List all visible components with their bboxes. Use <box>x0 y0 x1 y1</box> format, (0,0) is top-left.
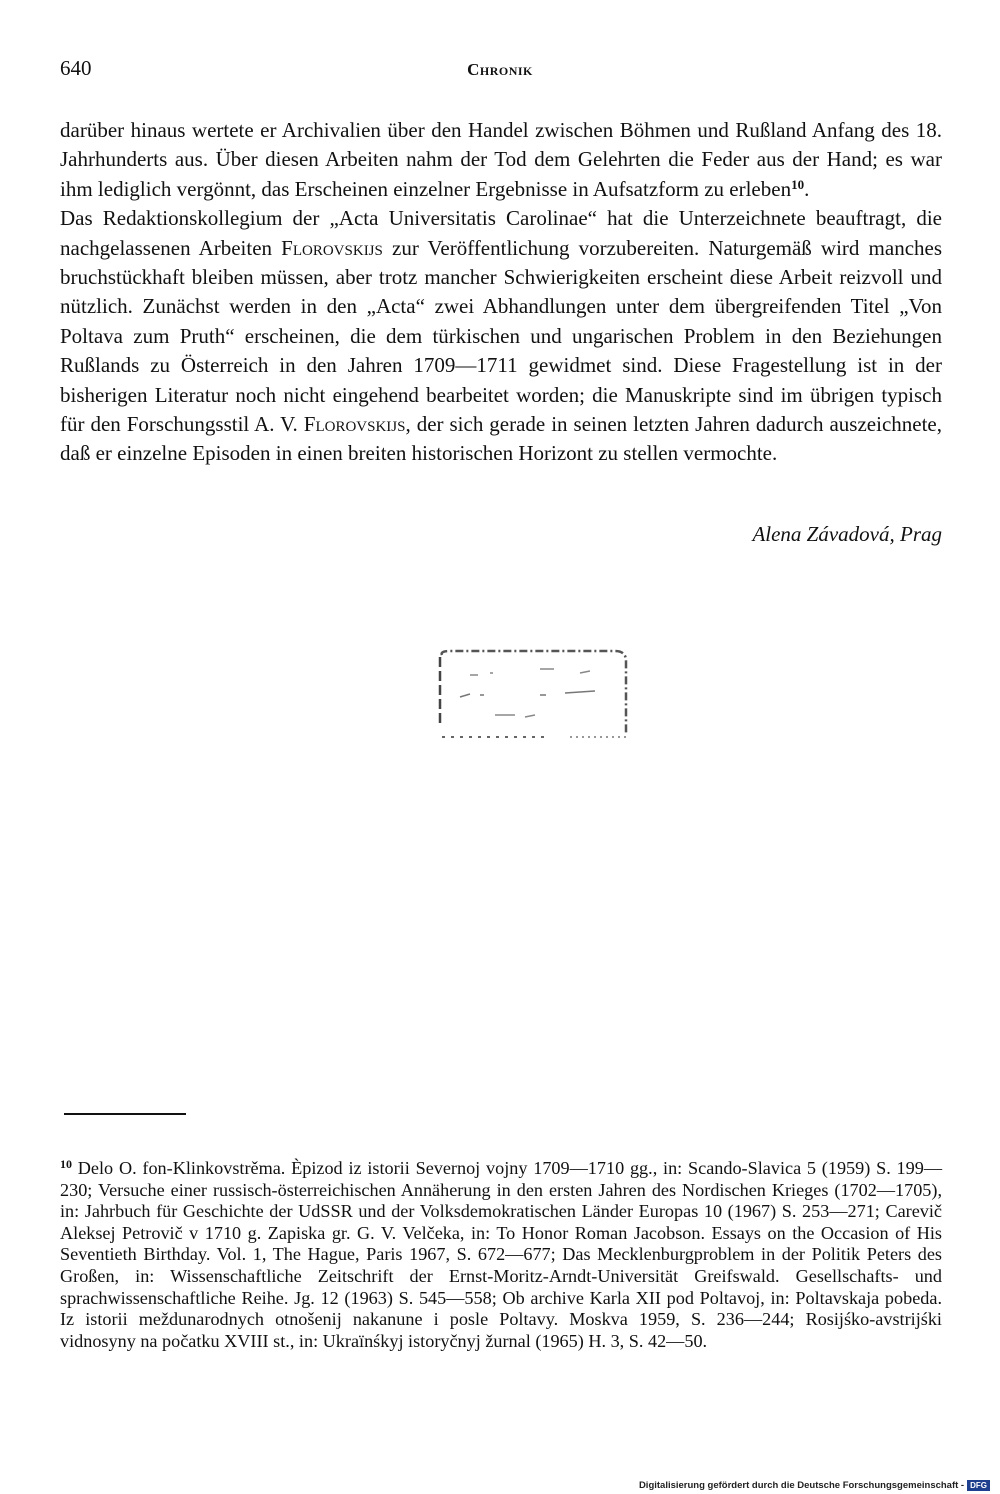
paragraph-2-part-a: Das Redaktionskollegium der „Acta Universitatis Carolinae“ hat die Unterzeichnete beauftragt, die nachgelassenen Arbeiten <box>60 206 942 260</box>
paragraph-1 <box>60 116 942 204</box>
paragraph-1-text: darüber hinaus wertete er Archivalien über den Handel zwischen Böhmen und Rußland Anfang des 18. Jahrhunderts aus. Über diesen Arbeiten nahm der Tod dem Gelehrten die Feder aus der Hand; es war ihm lediglich vergönnt, das Erscheinen einzelner Ergebnisse in Aufsatzform zu erleben <box>60 118 942 201</box>
signature: Alena Závadová, Prag <box>752 522 942 546</box>
body-text <box>60 116 942 469</box>
footnote-reference[interactable]: 10 <box>791 176 805 192</box>
author-name-1: Florovskijs <box>281 235 383 260</box>
paragraph-1-end: . <box>804 176 810 201</box>
running-head: Chronik <box>467 60 533 79</box>
credit-text: Digitalisierung gefördert durch die Deutsche Forschungsgemeinschaft - <box>638 1480 965 1491</box>
paragraph-2-part-b: zur Veröffentlichung vorzubereiten. Naturgemäß wird manches bruchstückhaft bleiben müssen, aber trotz mancher Schwierigkeiten erscheint diese Arbeit reizvoll und nützlich. Zunächst werden in den „Acta“ zwei Abhandlungen unter dem übergreifenden Titel „Von Poltava zum Pruth“ erscheinen, die dem türkischen und ungarischen Problem in den Beziehungen Rußlands zu Österreich in den Jahren 1709—1711 gewidmet sind. Diese Fragestellung ist in der bisherigen Literatur noch nicht eingehend bearbeitet worden; die Manuskripte sind im übrigen typisch für den Forschungsstil A. V. <box>60 235 943 437</box>
footnote-10 <box>60 1158 942 1352</box>
digitization-credit <box>639 1480 990 1491</box>
footnote-number: 10 <box>60 1157 72 1171</box>
footnote-text: Delo O. fon-Klinkovstrěma. Èpizod iz istorii Severnoj vojny 1709—1710 gg., in: Scando-Slavica 5 (1959) S. 199—230; Versuche einer russisch-österreichischen Annäherung in den ersten Jahren des Nordischen Krieges (1702—1705), in: Jahrbuch für Geschichte der UdSSR und der Volksdemokratischen Länder Europas 10 (1967) S. 253—271; Carevič Aleksej Petrovič v 1710 g. Zapiska gr. G. V. Velčeka, in: To Honor Roman Jacobson. Essays on the Occasion of His Seventieth Birthday. Vol. 1, The Hague, Paris 1967, S. 672—677; Das Mecklenburgproblem in der Politik Peters des Großen, in: Wissenschaftliche Zeitschrift der Ernst-Moritz-Arndt-Universität Greifswald. Gesellschafts- und sprachwissenschaftliche Reihe. Jg. 12 (1963) S. 545—558; Ob archive Karla XII pod Poltavoj, in: Poltavskaja pobeda. Iz istorii meždunarodnych otnošenij nakanune i posle Poltavy. Moskva 1959, S. 236—244; Rosijśko-avstrijśki vidnosyny na počatku XVIII st., in: Ukraïnśkyj istoryčnyj žurnal (1965) H. 3, S. 42—50. <box>60 1158 943 1351</box>
paragraph-2 <box>60 204 942 469</box>
page-number: 640 <box>60 56 92 80</box>
dfg-logo: DFG <box>967 1480 990 1491</box>
footnote-rule <box>64 1113 186 1115</box>
author-name-2: Florovskijs <box>303 412 406 437</box>
paragraph-2-part-c: , der sich gerade in seinen letzten Jahren dadurch auszeichnete, daß er einzelne Episoden in einen breiten historischen Horizont zu stellen vermochte. <box>60 412 942 466</box>
library-stamp <box>430 645 630 745</box>
